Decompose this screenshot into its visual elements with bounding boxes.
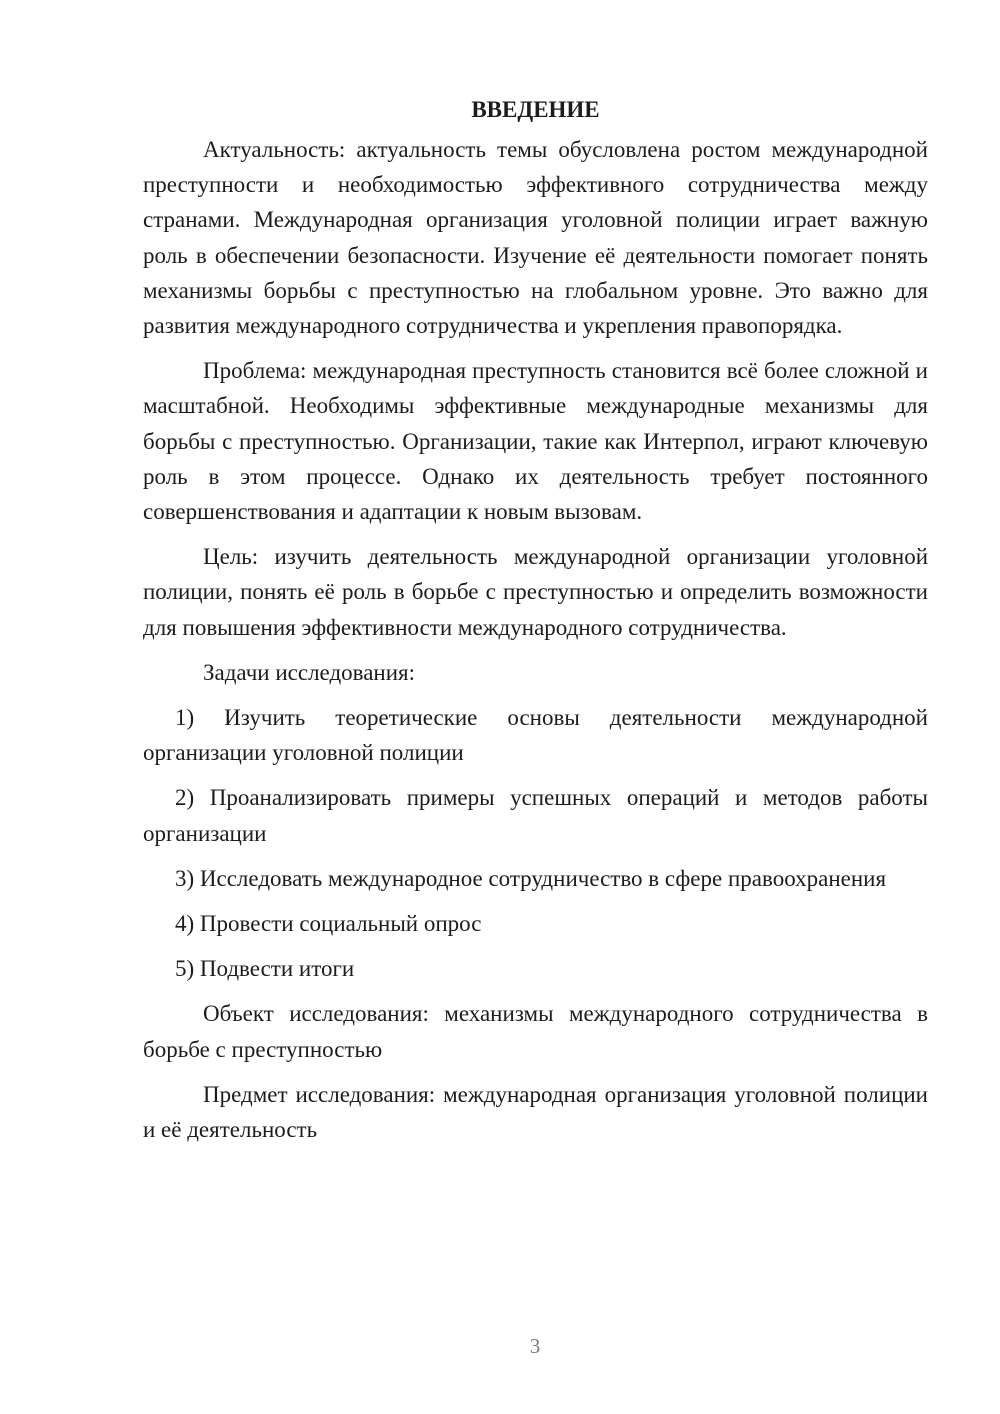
task-item-1: 1) Изучить теоретические основы деятельности международной организации уголовной полиции	[143, 705, 928, 766]
relevance-paragraph: Актуальность: актуальность темы обусловлена ростом международной преступности и необходимостью эффективного сотрудничества между странами. Международная организация уголовной полиции играет важную роль в обеспечении безопасности. Изучение её деятельности помогает понять механизмы борьбы с преступностью на глобальном уровне. Это важно для развития международного сотрудничества и укрепления правопорядка.	[143, 137, 928, 339]
task-item-2: 2) Проанализировать примеры успешных операций и методов работы организации	[143, 785, 928, 846]
task-item-5: 5) Подвести итоги	[175, 956, 355, 982]
tasks-heading: Задачи исследования:	[203, 659, 416, 685]
section-title: ВВЕДЕНИЕ	[471, 97, 600, 122]
goal-paragraph: Цель: изучить деятельность международной организации уголовной полиции, понять её роль в борьбе с преступностью и определить возможности для повышения эффективности международного сотрудничества.	[143, 544, 928, 640]
document-page	[143, 92, 928, 1157]
problem-paragraph: Проблема: международная преступность становится всё более сложной и масштабной. Необходимы эффективные международные механизмы для борьбы с преступностью. Организации, такие как Интерпол, играют ключевую роль в этом процессе. Однако их деятельность требует постоянного совершенствования и адаптации к новым вызовам.	[143, 358, 928, 525]
object-paragraph: Объект исследования: механизмы международного сотрудничества в борьбе с преступностью	[143, 1001, 928, 1062]
page-number: 3	[529, 1334, 541, 1358]
task-item-4: 4) Провести социальный опрос	[175, 911, 482, 937]
task-item-3: 3) Исследовать международное сотрудничество в сфере правоохранения	[175, 865, 887, 891]
subject-paragraph: Предмет исследования: международная организация уголовной полиции и её деятельность	[143, 1081, 928, 1143]
